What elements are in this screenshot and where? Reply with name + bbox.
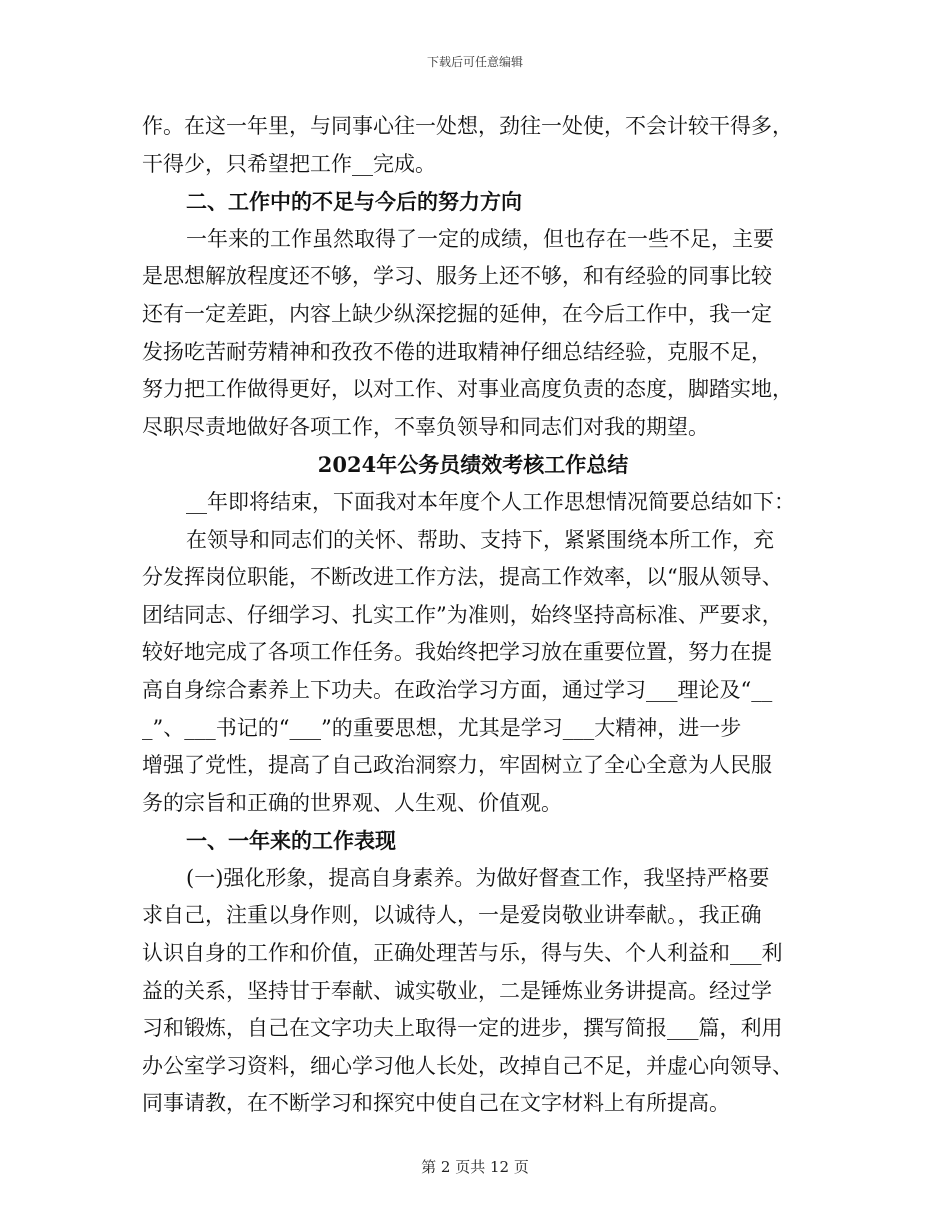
paragraph-line: 认识自身的工作和价值，正确处理苦与乐，得与失、个人利益和___利: [142, 941, 783, 966]
paragraph-line: 发扬吃苦耐劳精神和孜孜不倦的进取精神仔细总结经验，克服不足，: [142, 339, 772, 364]
paragraph-line: 分发挥岗位职能，不断改进工作方法，提高工作效率，以“服从领导、: [142, 565, 783, 590]
paragraph-line: 较好地完成了各项工作任务。我始终把学习放在重要位置，努力在提: [142, 640, 772, 665]
paragraph-line: 是思想解放程度还不够，学习、服务上还不够，和有经验的同事比较: [142, 264, 772, 289]
paragraph-line: 高自身综合素养上下功夫。在政治学习方面，通过学习___理论及“__: [142, 677, 773, 702]
page-header: 下载后可任意编辑: [426, 55, 523, 69]
paragraph-line: 益的关系，坚持甘于奉献、诚实敬业，二是锤炼业务讲提高。经过学: [142, 978, 772, 1003]
paragraph-line: 办公室学习资料，细心学习他人长处，改掉自己不足，并虚心向领导、: [142, 1053, 793, 1078]
document-title: 2024年公务员绩效考核工作总结: [317, 452, 629, 478]
paragraph-line: 同事请教，在不断学习和探究中使自己在文字材料上有所提高。: [142, 1091, 730, 1116]
paragraph-line: 团结同志、仔细学习、扎实工作”为准则，始终坚持高标准、严要求，: [142, 602, 783, 627]
paragraph-line: 增强了党性，提高了自己政治洞察力，牢固树立了全心全意为人民服: [142, 753, 772, 778]
paragraph-line: 习和锻炼，自己在文字功夫上取得一定的进步，撰写简报___篇，利用: [142, 1016, 783, 1041]
paragraph-line: 尽职尽责地做好各项工作，不辜负领导和同志们对我的期望。: [142, 414, 709, 439]
paragraph-line: 务的宗旨和正确的世界观、人生观、价值观。: [142, 790, 562, 815]
paragraph-line: (一)强化形象，提高自身素养。为做好督查工作，我坚持严格要: [186, 865, 770, 890]
paragraph-line: 干得少，只希望把工作__完成。: [142, 151, 436, 176]
paragraph-line: 还有一定差距，内容上缺少纵深挖掘的延伸，在今后工作中，我一定: [142, 301, 772, 326]
page-footer: 第 2 页共 12 页: [421, 1158, 529, 1176]
paragraph-line: 在领导和同志们的关怀、帮助、支持下，紧紧围绕本所工作，充: [186, 527, 774, 552]
section-heading: 一、一年来的工作表现: [186, 828, 396, 854]
paragraph-line: 一年来的工作虽然取得了一定的成绩，但也存在一些不足，主要: [186, 226, 774, 251]
paragraph-line: 求自己，注重以身作则，以诚待人，一是爱岗敬业讲奉献。，我正确: [142, 903, 762, 928]
paragraph-line: 作。在这一年里，与同事心往一处想，劲往一处使，不会计较干得多，: [142, 114, 793, 138]
paragraph-line: __年即将结束，下面我对本年度个人工作思想情况简要总结如下：: [186, 489, 795, 514]
section-heading: 二、工作中的不足与今后的努力方向: [186, 189, 522, 215]
paragraph-line: 努力把工作做得更好，以对工作、对事业高度负责的态度，脚踏实地，: [142, 377, 793, 402]
paragraph-line: _”、___书记的“___”的重要思想，尤其是学习___大精神，进一步: [142, 715, 742, 740]
document-body: [142, 108, 804, 1123]
